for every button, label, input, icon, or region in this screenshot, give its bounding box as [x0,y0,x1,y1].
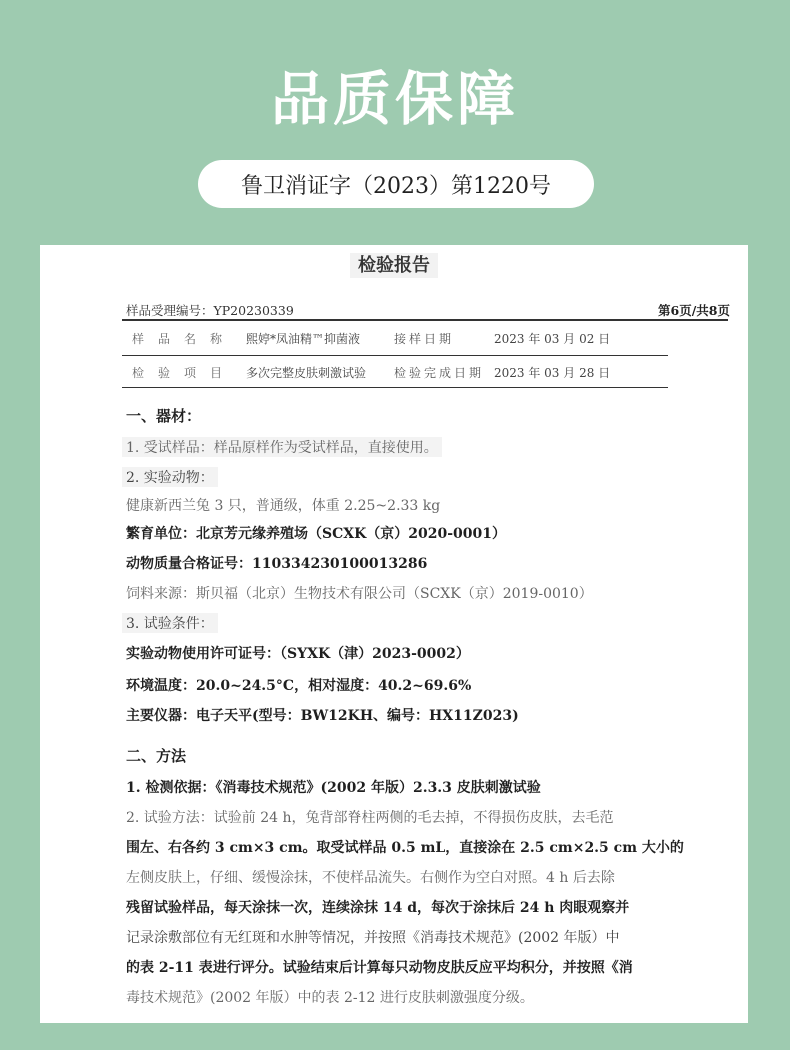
report-title [40,251,748,277]
table-top-rule [122,319,728,321]
receive-date-value: 2023 年 03 月 02 日 [494,331,611,346]
body-line: 健康新西兰兔 3 只，普通级，体重 2.25~2.33 kg [126,498,441,514]
license-badge: 鲁卫消证字（2023）第1220号 [198,160,594,208]
receive-date-label: 接样日期 [394,331,455,346]
complete-date-label: 检验完成日期 [394,365,485,380]
body-line: 1. 受试样品：样品原样作为受试样品，直接使用。 [122,437,442,457]
table-row-sample [122,325,668,351]
report-title-text: 检验报告 [350,253,438,278]
sample-name-value: 熙婷*凤油精™抑菌液 [246,331,361,346]
sample-number: 样品受理编号：YP20230339 [126,303,294,318]
body-line: 3. 试验条件： [122,613,218,633]
body-line: 1. 检测依据：《消毒技术规范》(2002 年版）2.3.3 皮肤刺激试验 [126,780,541,796]
test-item-label: 检验项目 [132,365,237,380]
section-heading-equipment: 一、器材： [126,407,202,425]
body-line: 实验动物使用许可证号：（SYXK（津）2023-0002） [126,646,470,662]
body-line: 围左、右各约 3 cm×3 cm。取受试样品 0.5 mL，直接涂在 2.5 cm×2.5 cm 大小的 [126,840,684,856]
body-line: 主要仪器：电子天平(型号：BW12KH、编号：HX11Z023) [126,708,519,724]
body-line: 残留试验样品，每天涂抹一次，连续涂抹 14 d，每次于涂抹后 24 h 肉眼观察并 [126,900,630,916]
body-line: 2. 试验方法：试验前 24 h，兔背部脊柱两侧的毛去掉，不得损伤皮肤，去毛范 [126,810,614,826]
body-line: 记录涂敷部位有无红斑和水肿等情况，并按照《消毒技术规范》(2002 年版）中 [126,930,620,946]
table-mid-rule [122,355,668,356]
body-line: 毒技术规范》(2002 年版）中的表 2-12 进行皮肤刺激强度分级。 [126,990,534,1006]
body-line: 的表 2-11 表进行评分。试验结束后计算每只动物皮肤反应平均积分，并按照《消 [126,960,633,976]
body-line: 环境温度：20.0~24.5°C，相对湿度：40.2~69.6% [126,678,472,694]
table-bottom-rule [122,387,668,388]
table-row-test [122,359,668,385]
body-line: 左侧皮肤上，仔细、缓慢涂抹，不使样品流失。右侧作为空白对照。4 h 后去除 [126,870,615,886]
body-line: 饲料来源：斯贝福（北京）生物技术有限公司（SCXK（京）2019-0010） [126,586,593,602]
body-line: 繁育单位：北京芳元缘养殖场（SCXK（京）2020-0001） [126,526,507,542]
body-line: 动物质量合格证号：110334230100013286 [126,556,428,572]
body-line: 2. 实验动物： [122,467,218,487]
report-document [40,245,748,1023]
complete-date-value: 2023 年 03 月 28 日 [494,365,611,380]
test-item-value: 多次完整皮肤刺激试验 [246,365,367,380]
page-number: 第6页/共8页 [658,303,730,318]
sample-name-label: 样品名称 [132,331,237,346]
section-heading-method: 二、方法 [126,747,187,765]
page-title: 品质保障 [270,65,519,133]
